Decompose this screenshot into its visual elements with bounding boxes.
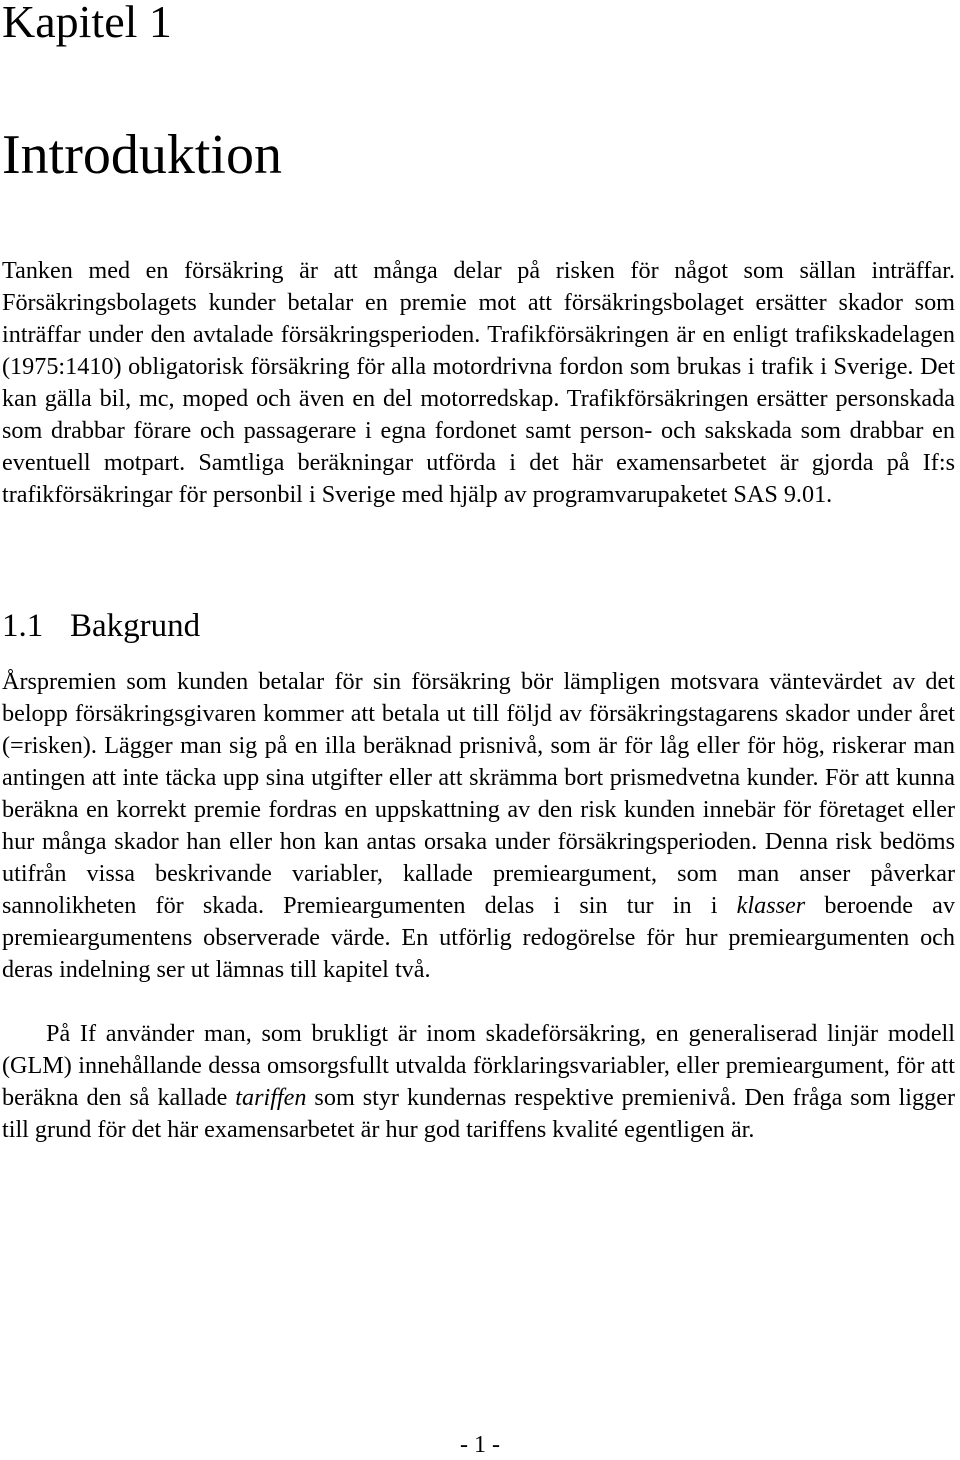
bakgrund-paragraph-1-text-a: Årspremien som kunden betalar för sin försäkring bör lämpligen motsvara väntevärdet av det belopp försäkringsgivaren kommer att betala ut till följd av försäkringstagarens skador under året (=risken). Lägger man sig på en illa beräknad prisnivå, som är för låg eller för hög, riskerar man antingen att inte täcka upp sina utgifter eller att skrämma bort prismedvetna kunder. För att kunna beräkna en korrekt premie fordras en uppskattning av den risk kunden innebär för företaget eller hur många skador han eller hon kan antas orsaka under försäkringsperioden. Denna risk bedöms utifrån vissa beskrivande variabler, kallade premieargument, som man anser påverkar sannolikheten för skada. Premieargumenten delas i sin tur in i [2, 668, 955, 919]
section-title: Bakgrund [70, 608, 201, 644]
chapter-label: Kapitel 1 [2, 0, 172, 47]
emphasis-klasser: klasser [736, 892, 806, 919]
emphasis-tariffen: tariffen [235, 1084, 307, 1111]
bakgrund-paragraph-1 [2, 666, 955, 986]
bakgrund-paragraph-1-text-b: beroende av premieargumentens observerade värde. En utförlig redogörelse för hur premieargumenten och deras indelning ser ut lämnas till kapitel två. [2, 892, 955, 983]
intro-paragraph: Tanken med en försäkring är att många delar på risken för något som sällan inträffar. Försäkringsbolagets kunder betalar en premie mot att försäkringsbolaget ersätter skador som inträffar under den avtalade försäkringsperioden. Trafikförsäkringen är en enligt trafikskadelagen (1975:1410) obligatorisk försäkring för alla motordrivna fordon som brukas i trafik i Sverige. Det kan gälla bil, mc, moped och även en del motorredskap. Trafikförsäkringen ersätter personskada som drabbar förare och passagerare i egna fordonet samt person- och sakskada som drabbar en eventuell motpart. Samtliga beräkningar utförda i det här examensarbetet är gjorda på If:s trafikförsäkringar för personbil i Sverige med hjälp av programvarupaketet SAS 9.01. [2, 257, 955, 508]
section-number: 1.1 [2, 608, 44, 644]
chapter-title: Introduktion [2, 124, 282, 186]
bakgrund-paragraph-2-text-b: som styr kundernas respektive premienivå. Den fråga som ligger till grund för det här examensarbetet är hur god tariffens kvalité egentligen är. [2, 1084, 955, 1143]
section-heading [2, 603, 200, 649]
bakgrund-paragraph-2 [2, 1018, 955, 1146]
page-number: - 1 - [460, 1432, 500, 1458]
bakgrund-paragraph-2-text-a: På If använder man, som brukligt är inom skadeförsäkring, en generaliserad linjär modell (GLM) innehållande dessa omsorgsfullt utvalda förklaringsvariabler, eller premieargument, för att beräkna den så kallade [2, 1020, 955, 1111]
